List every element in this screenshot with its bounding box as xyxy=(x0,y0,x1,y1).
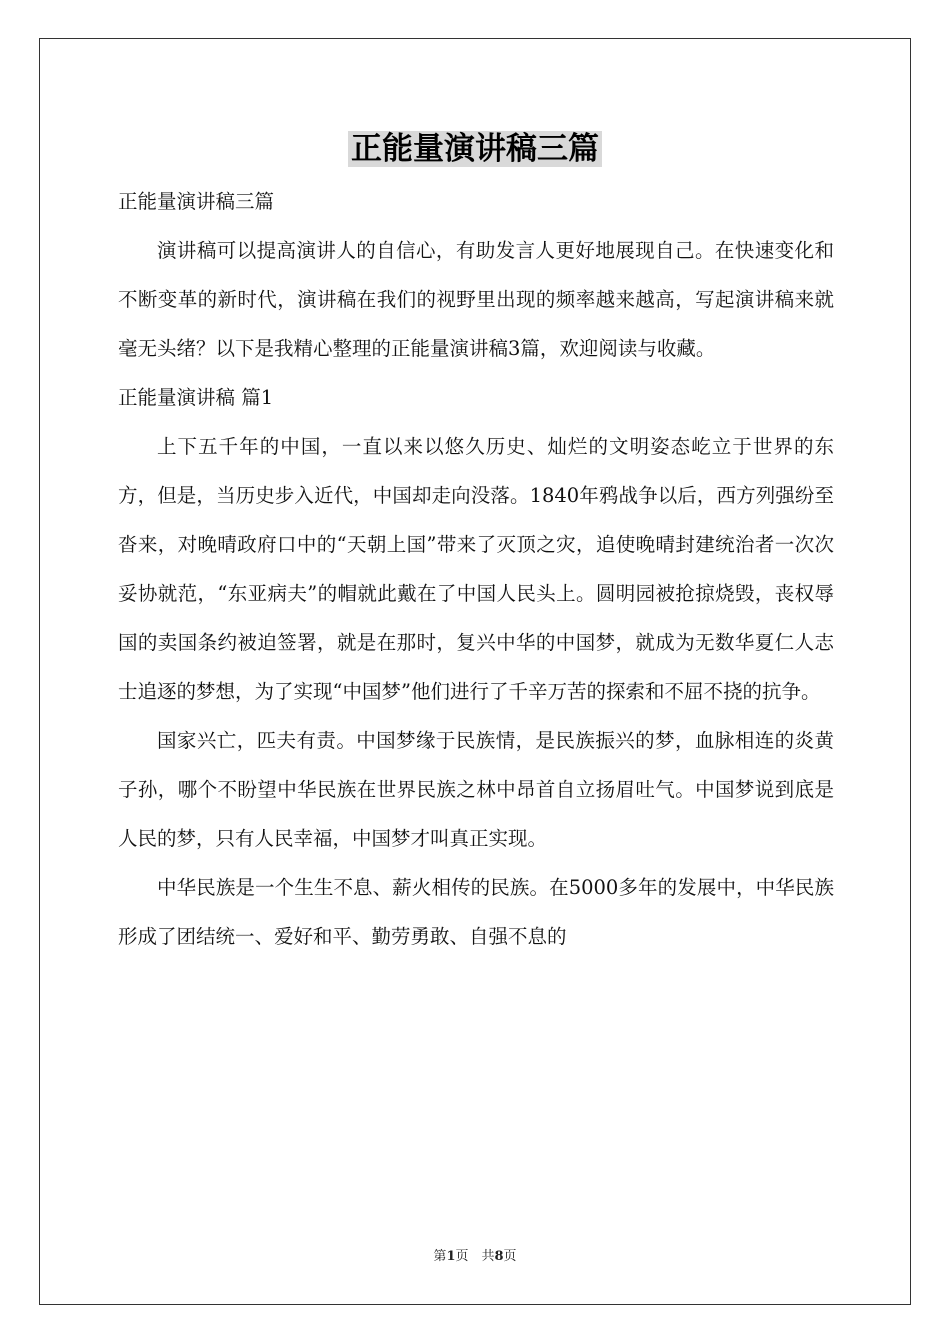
page-footer xyxy=(0,1245,950,1264)
section-heading: 正能量演讲稿 篇1 xyxy=(118,386,274,409)
page-prefix: 第 xyxy=(433,1249,447,1264)
document-body xyxy=(118,177,834,961)
document-title-text: 正能量演讲稿三篇 xyxy=(348,131,602,167)
intro-paragraph: 演讲稿可以提高演讲人的自信心，有助发言人更好地展现自己。在快速变化和不断变革的新时代，演讲稿在我们的视野里出现的频率越来越高，写起演讲稿来就毫无头绪？以下是我精心整理的正能量演讲稿3篇，欢迎阅读与收藏。 xyxy=(118,239,834,360)
page-suffix: 页 xyxy=(503,1249,517,1264)
page-current: 1 xyxy=(446,1249,456,1264)
document-title xyxy=(0,127,950,171)
document-subtitle: 正能量演讲稿三篇 xyxy=(118,190,275,213)
page-mid: 页 共 xyxy=(455,1249,495,1264)
page-total: 8 xyxy=(494,1249,504,1264)
body-paragraph-3: 中华民族是一个生生不息、薪火相传的民族。在5000多年的发展中，中华民族形成了团结统一、爱好和平、勤劳勇敢、自强不息的 xyxy=(118,876,834,948)
body-paragraph-2: 国家兴亡，匹夫有责。中国梦缘于民族情，是民族振兴的梦，血脉相连的炎黄子孙，哪个不盼望中华民族在世界民族之林中昂首自立扬眉吐气。中国梦说到底是人民的梦，只有人民幸福，中国梦才叫真正实现。 xyxy=(118,729,834,850)
body-paragraph-1: 上下五千年的中国，一直以来以悠久历史、灿烂的文明姿态屹立于世界的东方，但是，当历史步入近代，中国却走向没落。1840年鸦战争以后，西方列强纷至沓来，对晚晴政府口中的“天朝上国”带来了灭顶之灾，追使晚晴封建统治者一次次妥协就范，“东亚病夫”的帽就此戴在了中国人民头上。圆明园被抢掠烧毁，丧权辱国的卖国条约被迫签署，就是在那时，复兴中华的中国梦，就成为无数华夏仁人志士追逐的梦想，为了实现“中国梦”他们进行了千辛万苦的探索和不屈不挠的抗争。 xyxy=(118,435,834,703)
